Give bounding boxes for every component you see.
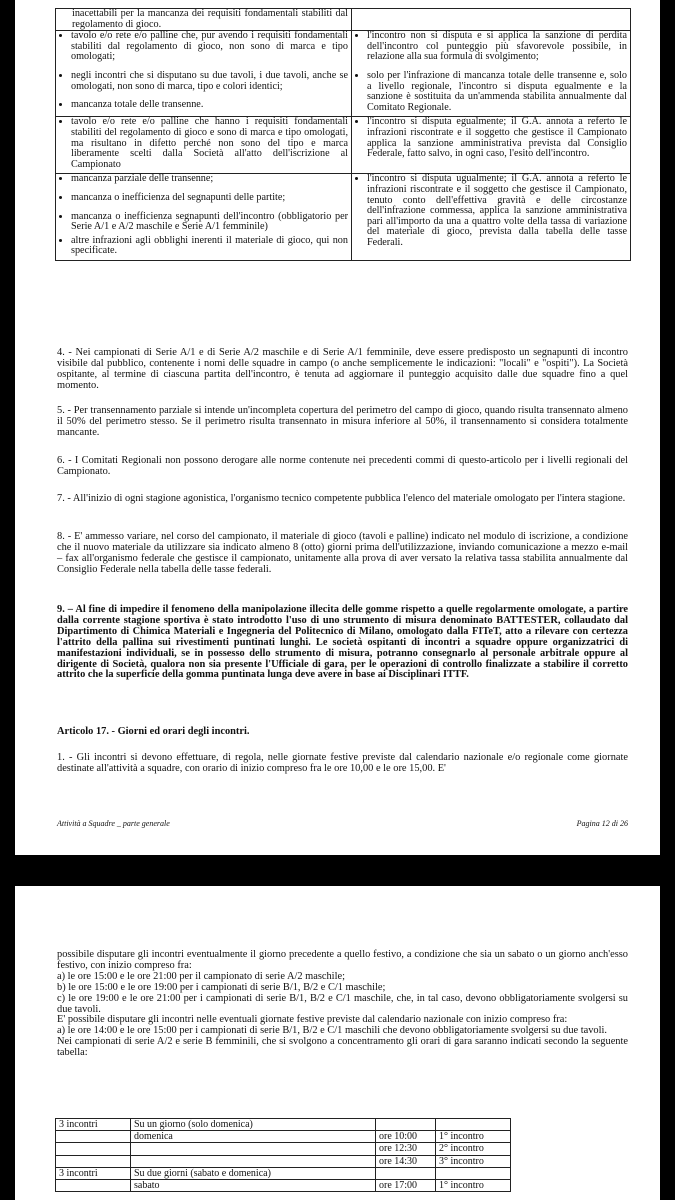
table-cell [131,1155,376,1167]
table-cell [56,174,352,261]
article-17-paragraph-1: 1. - Gli incontri si devono effettuare, di regola, nelle giornate festive previste dal calendario nazionale e/o regionale come giornate destinate all'attività a squadre, con orario di inizio compreso fra le ore 10,00 e le ore 15,00. E' [57,752,628,774]
table-cell: ore 12:30 [376,1143,436,1155]
table-cell: Su un giorno (solo domenica) [131,1119,376,1131]
table-cell [131,1143,376,1155]
table-cell [56,31,352,117]
document-page-12 [15,0,660,855]
paragraph-7: 7. - All'inizio di ogni stagione agonistica, l'organismo tecnico competente pubblica l'elenco del materiale omologato per l'intera stagione. [57,493,626,504]
text-line: possibile disputare gli incontri eventualmente il giorno precedente a quello festivo, a condizione che sia un sabato o un giorno anch'esso festivo, con inizio compreso fra: [57,949,628,971]
table-cell: ore 14:30 [376,1155,436,1167]
list-item: • l'incontro si disputa ugualmente; il G.A. annota a referto le infrazioni riscontrate e il soggetto che gestisce il Campionato, tenuto conto dell'effettiva gravità e delle circostanze dell'infrazione commessa, applica la sanzione amministrativa pari all'importo da una a quattro volte della tassa di variazione del materiale di gioco, prevista dalla tabella delle tasse Federali. [367,174,627,248]
table-cell [376,1119,436,1131]
table-cell [352,117,631,174]
schedule-table [55,1118,511,1192]
table-row [56,1180,511,1192]
table-cell: 1° incontro [436,1180,511,1192]
table-cell: 2° incontro [436,1143,511,1155]
table-row [56,31,631,117]
table-cell [56,1143,131,1155]
list-item: • negli incontri che si disputano su due tavoli, i due tavoli, anche se omologati, non sono di marca, tipo e colori identici; [71,71,348,92]
table-row [56,117,631,174]
table-cell [436,1119,511,1131]
table-row [56,1131,511,1143]
table-cell [352,9,631,31]
table-cell: 3 incontri [56,1167,131,1179]
list-item: • tavolo e/o rete e/o palline che hanno i requisiti fondamentali stabiliti del regolamento di gioco e sono di marca e tipo omologati, ma risultano in difetto perché non sono del tipo e marca liberamente scelti dalla Società all'atto dell'iscrizione al Campionato [71,117,348,170]
document-page-13 [15,886,660,1200]
list-item: • mancanza parziale delle transenne; [71,174,348,185]
page-number: Pagina 12 di 26 [576,819,628,828]
table-row [56,1155,511,1167]
text-line: a) le ore 14:00 e le ore 15:00 per i campionati di serie B/1, B/2 e C/1 maschili che devono obbligatoriamente svolgersi su due tavoli. [57,1025,607,1037]
bullet-list [59,31,348,111]
bullet-list [59,117,348,170]
text-line: E' possibile disputare gli incontri nelle eventuali giornate festive previste dal calendario nazionale con inizio compreso fra: [57,1014,568,1026]
text-line: Nei campionati di serie A/2 e serie B femminili, che si svolgono a concentramento gli orari di gara saranno indicati secondo la seguente tabella: [57,1036,628,1059]
table-cell: ore 17:00 [376,1180,436,1192]
list-item: • altre infrazioni agli obblighi inerenti il materiale di gioco, qui non specificate. [71,236,348,257]
table-cell: 1° incontro [436,1131,511,1143]
table-row [56,174,631,261]
list-item: • mancanza o inefficienza segnapunti dell'incontro (obbligatorio per Serie A/1 e A/2 maschile e Serie A/1 femminile) [71,212,348,233]
table-row [56,1167,511,1179]
table-cell: sabato [131,1180,376,1192]
table-row [56,9,631,31]
table-cell [56,1180,131,1192]
table-cell: 3° incontro [436,1155,511,1167]
list-item: • mancanza o inefficienza del segnapunti delle partite; [71,193,348,204]
bullet-list [59,174,348,257]
table-cell: ore 10:00 [376,1131,436,1143]
table-cell [352,31,631,117]
page-footer [57,819,628,828]
table-cell [352,174,631,261]
list-item: • solo per l'infrazione di mancanza totale delle transenne e, solo a livello regionale, l'incontro si disputa egualmente e la sanzione è sostituita da un'ammenda stabilita annualmente dal Comitato Regionale. [367,71,627,113]
paragraph-5: 5. - Per transennamento parziale si intende un'incompleta copertura del perimetro del campo di gioco, quando risulta transennato almeno il 50% del perimetro stesso. Se il perimetro risulta transennato in misura inferiore al 50%, il transennamento si considera totalmente mancante. [57,405,628,438]
list-item: • mancanza totale delle transenne. [71,100,348,111]
paragraph-9: 9. – Al fine di impedire il fenomeno della manipolazione illecita delle gomme rispetto a quelle regolarmente omologate, a partire dalla corrente stagione sportiva è stato introdotto l'uso di uno strumento di misura denominato BATTESTER, collaudato dal Dipartimento di Chimica Materiali e Ingegneria del Politecnico di Milano, omologato dalla FITeT, atto a rilevare con certezza l'attrito della pallina sui rivestimenti puntinati lunghi. Le società ospitanti di incontri a squadre oppure organizzatrici di manifestazioni individuali, se in possesso dello strumento di misura, potranno consegnarlo al personale arbitrale oppure al dirigente di Società, qualora non sia presente l'Ufficiale di gara, per le operazioni di controllo finalizzate a stabilire il corretto attrito che la superficie della gomma puntinata lunga deve avere in base ai Disciplinari ITTF. [57,604,628,681]
table-cell [436,1167,511,1179]
table-cell [56,1131,131,1143]
table-cell [376,1167,436,1179]
paragraph-4: 4. - Nei campionati di Serie A/1 e di Serie A/2 maschile e di Serie A/1 femminile, deve essere predisposto un segnapunti di incontro visibile dal pubblico, contenente i nomi delle squadre in campo (o anche semplicemente le indicazioni: "locali" e "ospiti"). La Società ospitante, al termine di ciascuna partita dell'incontro, è tenuta ad aggiornare il punteggio acquisito dalle due squadre fino a quel momento. [57,347,628,391]
bullet-list [355,31,627,113]
penalty-table [55,8,631,261]
bullet-list [355,117,627,159]
text-line: a) le ore 15:00 e le ore 21:00 per il campionato di serie A/2 maschile; [57,970,345,982]
bullet-list [355,174,627,248]
list-item: • l'incontro si disputa egualmente; il G.A. annota a referto le infrazioni riscontrate e il soggetto che gestisce il Campionato applica la sanzione amministrativa prevista dal Consiglio Federale, fatto salvo, in ogni caso, l'esito dell'incontro. [367,117,627,159]
table-row [56,1143,511,1155]
paragraph-6: 6. - I Comitati Regionali non possono derogare alle norme contenute nei precedenti commi di questo-articolo per i livelli regionali del Campionato. [57,455,628,477]
table-cell: inacettabili per la mancanza dei requisiti fondamentali stabiliti dal regolamento di gioco. [56,9,352,31]
text-line: b) le ore 15:00 e le ore 19:00 per i campionati di serie B/1, B/2 e C/1 maschile; [57,981,386,993]
footer-title: Attività a Squadre _ parte generale [57,819,170,828]
list-item: • l'incontro non si disputa e si applica la sanzione di perdita dell'incontro col punteggio più sfavorevole possibile, in relazione alla sua formula di svolgimento; [367,31,627,63]
table-cell: 3 incontri [56,1119,131,1131]
text-line: c) le ore 19:00 e le ore 21:00 per i campionati di serie B/1, B/2 e C/1 maschile, che, in tal caso, devono obbligatoriamente svolgersi su due tavoli. [57,992,628,1015]
article-17-heading: Articolo 17. - Giorni ed orari degli incontri. [57,726,250,737]
continued-text [57,950,628,1059]
table-cell [56,117,352,174]
list-item: • tavolo e/o rete e/o palline che, pur avendo i requisiti fondamentali stabiliti dal regolamento di gioco, non sono di marca e tipo omologati; [71,31,348,63]
paragraph-8: 8. - E' ammesso variare, nel corso del campionato, il materiale di gioco (tavoli e palline) indicato nel modulo di iscrizione, a condizione che il nuovo materiale da utilizzare sia indicato almeno 8 (otto) giorni prima dell'utilizzazione, inviando comunicazione a mezzo e-mail – fax all'organismo federale che gestisce il campionato, unitamente alla prova di aver versato la relativa tassa stabilita annualmente dal Consiglio Federale nella tabella delle tasse federali. [57,531,628,575]
table-row [56,1119,511,1131]
table-cell [56,1155,131,1167]
table-cell: domenica [131,1131,376,1143]
table-cell: Su due giorni (sabato e domenica) [131,1167,376,1179]
